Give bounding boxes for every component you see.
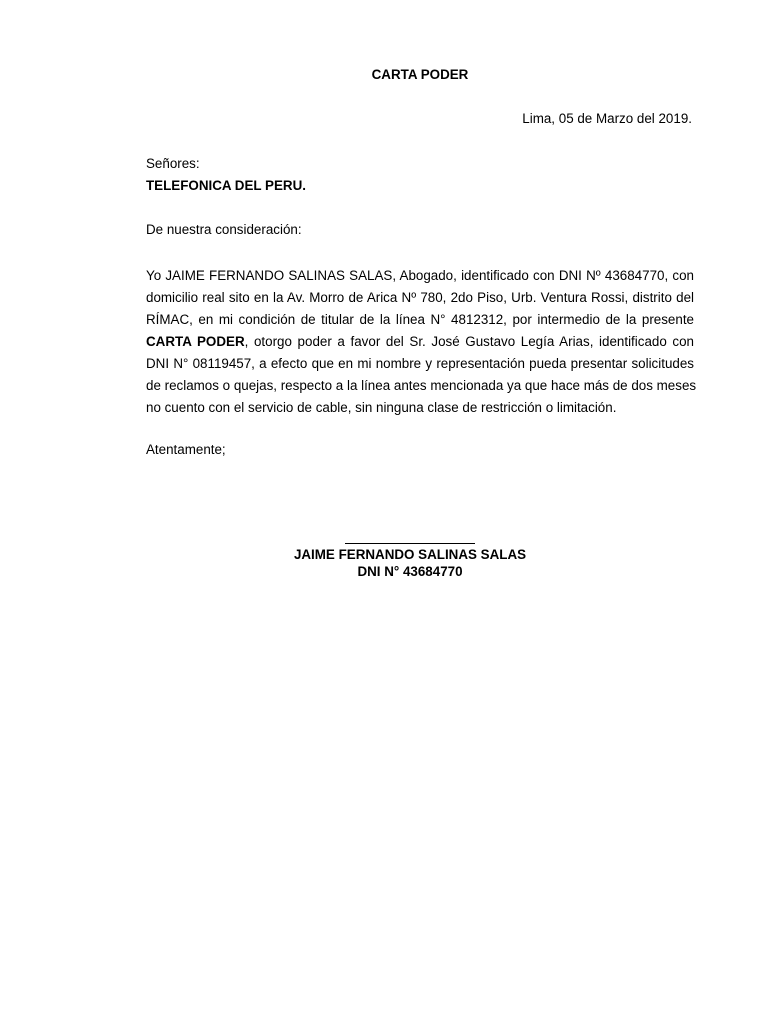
closing: Atentamente; <box>146 442 226 457</box>
body-line: no cuento con el servicio de cable, sin ninguna clase de restricción o limitación. <box>146 400 617 415</box>
signer-dni: DNI N° 43684770 <box>357 564 463 579</box>
recipient-name: TELEFONICA DEL PERU. <box>146 178 306 193</box>
carta-poder-emphasis: CARTA PODER <box>146 334 245 349</box>
body-line: domicilio real sito en la Av. Morro de Arica Nº 780, 2do Piso, Urb. Ventura Rossi, distrito del <box>146 290 694 305</box>
letter-body <box>146 265 697 419</box>
greeting: De nuestra consideración: <box>146 222 302 237</box>
signature-line <box>345 528 475 544</box>
body-line-continuation: , otorgo poder a favor del Sr. José Gustavo Legía Arias, identificado con <box>244 334 694 349</box>
signer-name: JAIME FERNANDO SALINAS SALAS <box>293 547 527 562</box>
body-line: DNI N° 08119457, a efecto que en mi nombre y representación pueda presentar solicitudes <box>146 356 694 371</box>
body-line-with-bold <box>146 331 694 353</box>
signature-block <box>270 528 550 580</box>
letter-date: Lima, 05 de Marzo del 2019. <box>522 111 692 126</box>
salutation: Señores: <box>146 156 200 171</box>
document-title: CARTA PODER <box>371 67 469 82</box>
body-line: RÍMAC, en mi condición de titular de la línea N° 4812312, por intermedio de la presente <box>146 312 694 327</box>
body-line: Yo JAIME FERNANDO SALINAS SALAS, Abogado, identificado con DNI Nº 43684770, con <box>146 268 694 283</box>
body-line: de reclamos o quejas, respecto a la línea antes mencionada ya que hace más de dos meses <box>146 378 697 393</box>
